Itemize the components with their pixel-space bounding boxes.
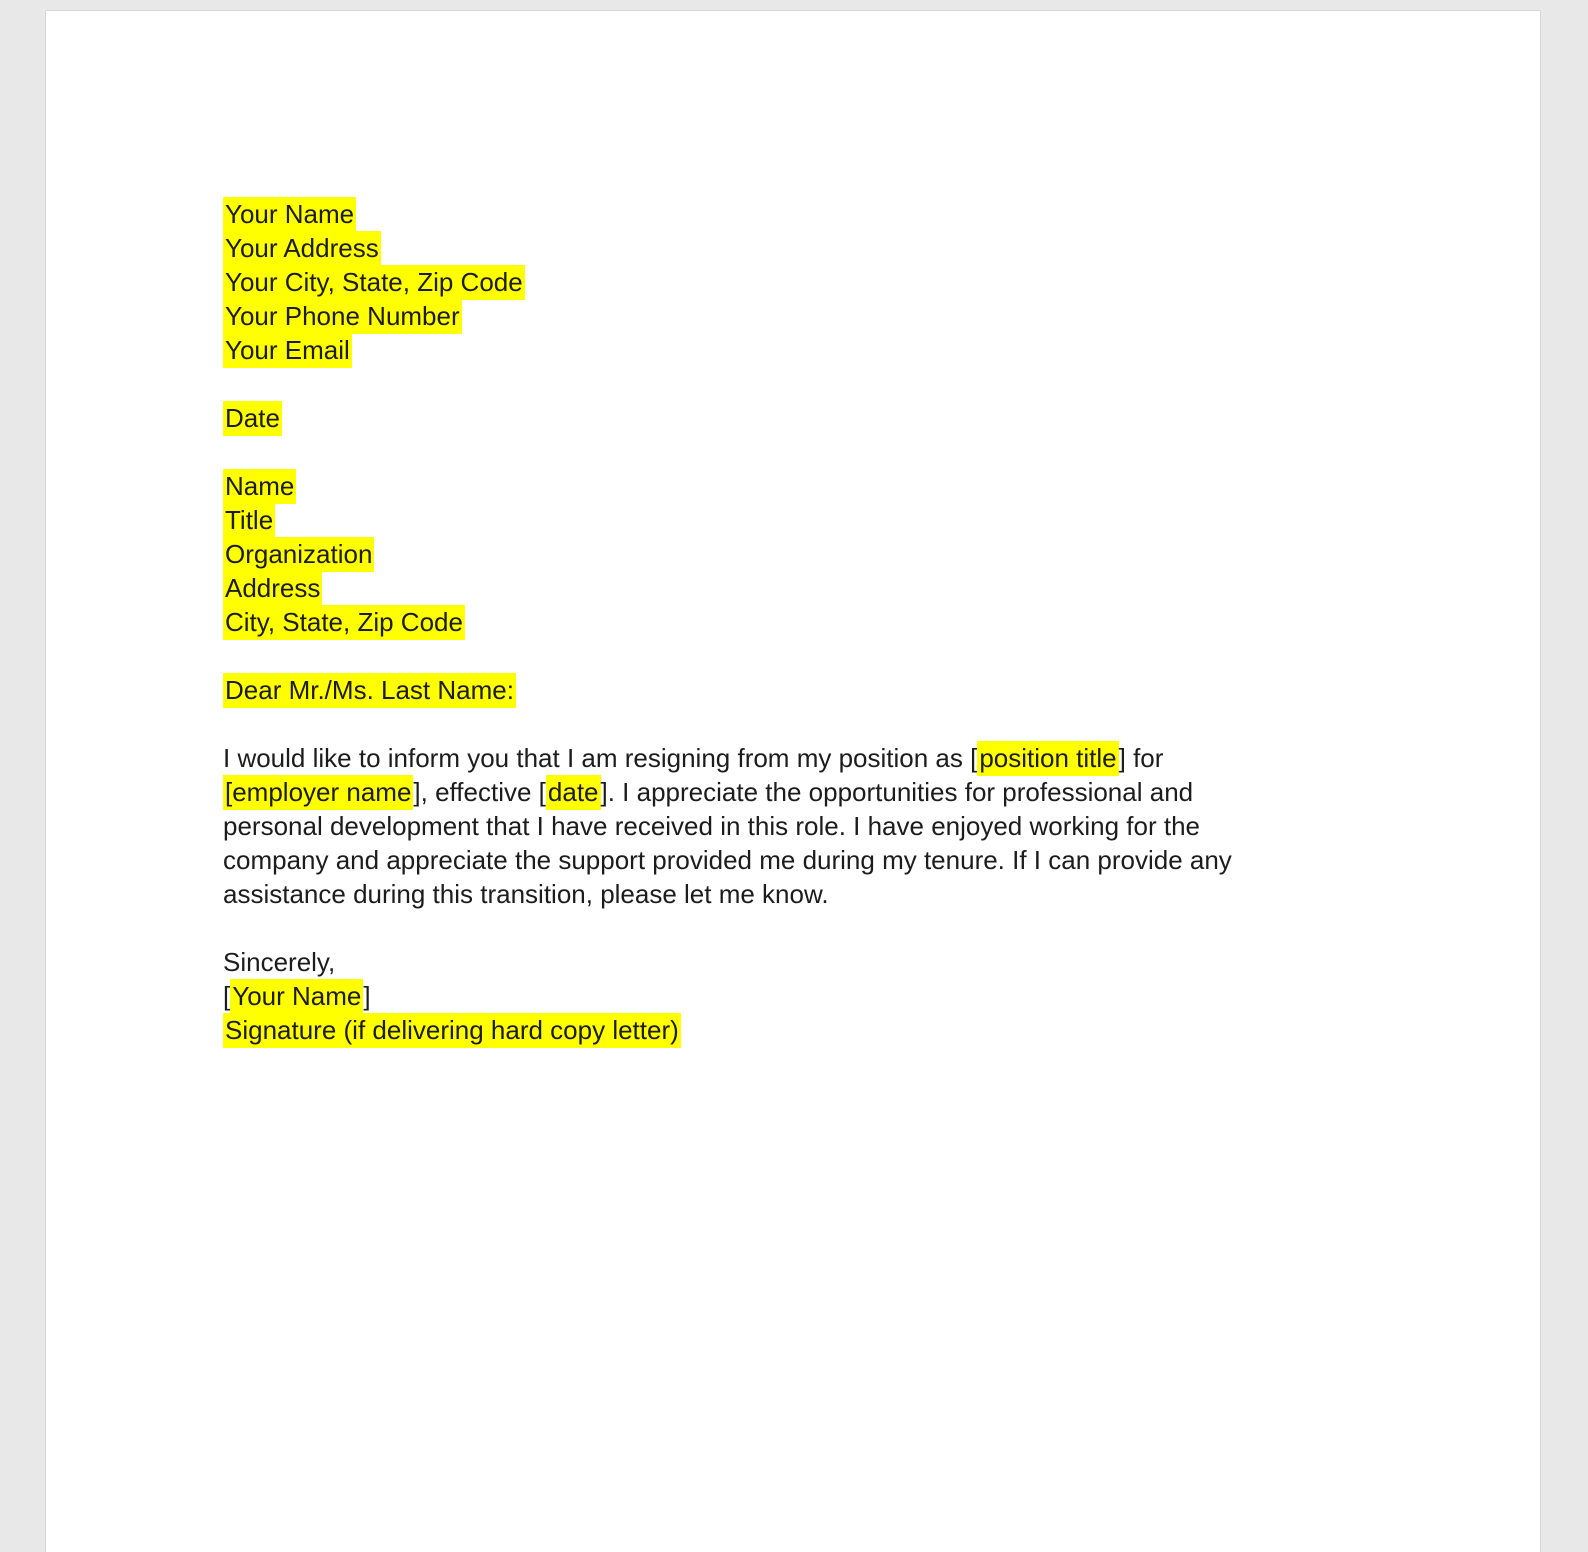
salutation-block (223, 673, 1430, 707)
date-block (223, 401, 1430, 435)
text-line (223, 877, 1430, 911)
text-line (223, 571, 1430, 605)
text-line (223, 401, 1430, 435)
document-page (45, 10, 1541, 1552)
highlighted-text: Your Phone Number (223, 299, 462, 334)
text-line (223, 231, 1430, 265)
text-line (223, 741, 1430, 775)
plain-text: I would like to inform you that I am resigning from my position as [ (223, 743, 978, 773)
highlighted-text: Signature (if delivering hard copy letter) (223, 1013, 681, 1048)
highlighted-text: City, State, Zip Code (223, 605, 465, 640)
highlighted-text: date (546, 775, 601, 810)
plain-text: company and appreciate the support provided me during my tenure. If I can provide any (223, 845, 1232, 875)
text-line (223, 197, 1430, 231)
text-line (223, 605, 1430, 639)
text-line (223, 979, 1430, 1013)
text-line (223, 775, 1430, 809)
highlighted-text: Your Email (223, 333, 352, 368)
highlighted-text: Your Name (223, 197, 356, 232)
text-line (223, 333, 1430, 367)
text-line (223, 537, 1430, 571)
text-line (223, 945, 1430, 979)
plain-text: ] (363, 981, 371, 1011)
resignation-letter-template (46, 11, 1540, 1047)
plain-text: ] for (1118, 743, 1164, 773)
highlighted-text: Address (223, 571, 322, 606)
text-line (223, 809, 1430, 843)
text-line (223, 503, 1430, 537)
highlighted-text: Organization (223, 537, 374, 572)
highlighted-text: Name (223, 469, 296, 504)
sender-address-block (223, 197, 1430, 367)
highlighted-text: Your Address (223, 231, 381, 266)
highlighted-text: Date (223, 401, 282, 436)
text-line (223, 843, 1430, 877)
highlighted-text: [employer name (223, 775, 413, 810)
highlighted-text: Your City, State, Zip Code (223, 265, 525, 300)
text-line (223, 469, 1430, 503)
text-line (223, 265, 1430, 299)
closing-block (223, 945, 1430, 1047)
recipient-address-block (223, 469, 1430, 639)
highlighted-text: Your Name (230, 979, 363, 1014)
plain-text: assistance during this transition, please let me know. (223, 879, 829, 909)
plain-text: ], effective [ (413, 777, 546, 807)
plain-text: Sincerely, (223, 947, 336, 977)
highlighted-text: Title (223, 503, 275, 538)
plain-text: personal development that I have received in this role. I have enjoyed working for the (223, 811, 1201, 841)
highlighted-text: Dear Mr./Ms. Last Name: (223, 673, 516, 708)
text-line (223, 1013, 1430, 1047)
body-paragraph (223, 741, 1430, 911)
plain-text: [ (223, 981, 231, 1011)
plain-text: ]. I appreciate the opportunities for professional and (600, 777, 1194, 807)
text-line (223, 673, 1430, 707)
text-line (223, 299, 1430, 333)
highlighted-text: position title (977, 741, 1118, 776)
